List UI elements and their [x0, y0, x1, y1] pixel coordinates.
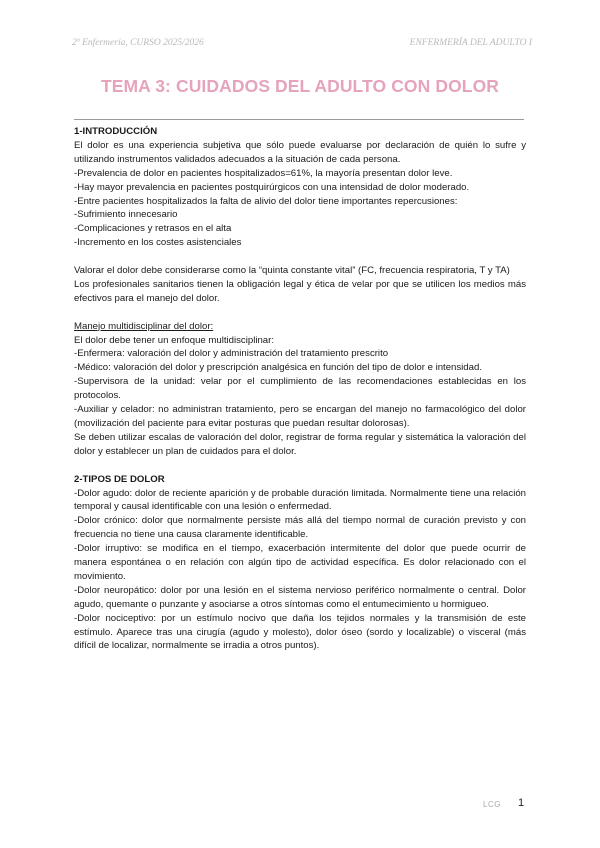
header-subject: ENFERMERÍA DEL ADULTO I: [409, 38, 532, 48]
paragraph: -Hay mayor prevalencia en pacientes postquirúrgicos con una intensidad de dolor moderado.: [74, 181, 470, 193]
paragraph: -Dolor irruptivo: se modifica en el tiempo, exacerbación intermitente del dolor que puede ocurrir de manera espontánea o en relación con algún tipo de actividad específica. Es dolor relacionado con el movimiento.: [74, 543, 526, 582]
paragraph: El dolor es una experiencia subjetiva que sólo puede evaluarse por declaración de quién lo sufre y utilizando instrumentos validados adecuados a la situación de cada persona.: [74, 139, 526, 165]
paragraph: -Enfermera: valoración del dolor y administración del tratamiento prescrito: [74, 348, 389, 360]
list-item: -Incremento en los costes asistenciales: [74, 237, 242, 249]
paragraph: Valorar el dolor debe considerarse como la “quinta constante vital” (FC, frecuencia respiratoria, T y TA): [74, 265, 510, 277]
header-course: 2º Enfermería, CURSO 2025/2026: [72, 38, 204, 48]
document-body: [74, 125, 526, 653]
paragraph: -Entre pacientes hospitalizados la falta de alivio del dolor tiene importantes repercusiones:: [74, 195, 458, 207]
paragraph: El dolor debe tener un enfoque multidisciplinar:: [74, 334, 274, 346]
section-heading-tipos: 2-TIPOS DE DOLOR: [74, 473, 165, 485]
paragraph: Se deben utilizar escalas de valoración del dolor, registrar de forma regular y sistemática la valoración del dolor y establecer un plan de cuidados para el dolor.: [74, 431, 526, 457]
paragraph: -Dolor nociceptivo: por un estímulo nocivo que daña los tejidos normales y la transmisión de este estímulo. Aparece tras una cirugía (agudo y molesto), dolor óseo (sordo y localizable) o visceral (más difícil de localizar, normalmente se irradia a otros puntos).: [74, 612, 526, 652]
paragraph: Los profesionales sanitarios tienen la obligación legal y ética de velar por que se utilicen los medios más efectivos para el manejo del dolor.: [74, 278, 526, 304]
page-header: [72, 38, 532, 48]
spacer: [74, 250, 526, 264]
list-item: -Sufrimiento innecesario: [74, 209, 178, 221]
subsection-heading-manejo: Manejo multidisciplinar del dolor:: [74, 320, 214, 332]
paragraph: -Dolor crónico: dolor que normalmente persiste más allá del tiempo normal de curación previsto y con frecuencia no tiene una causa claramente identificable.: [74, 515, 526, 541]
section-heading-introduccion: 1-INTRODUCCIÓN: [74, 126, 158, 137]
footer-initials: LCG: [483, 800, 501, 809]
paragraph: -Dolor neuropático: dolor por una lesión en el sistema nervioso periférico normalmente o central. Dolor agudo, quemante o punzante y asociarse a otros síntomas como el entumecimiento u hormigueo.: [74, 584, 526, 610]
page-number: 1: [518, 797, 525, 809]
title-divider: [74, 119, 524, 120]
paragraph: -Auxiliar y celador: no administran tratamiento, pero se encargan del manejo no farmacológico del dolor (movilización del paciente para evitar posturas que puedan resultar dolorosas).: [74, 404, 526, 429]
paragraph: -Supervisora de la unidad: velar por el cumplimiento de las recomendaciones establecidas en los protocolos.: [74, 376, 526, 402]
paragraph: -Prevalencia de dolor en pacientes hospitalizados=61%, la mayoría presentan dolor leve.: [74, 167, 453, 179]
spacer: [74, 459, 526, 473]
list-item: -Complicaciones y retrasos en el alta: [74, 223, 232, 235]
paragraph: -Dolor agudo: dolor de reciente aparición y de probable duración limitada. Normalmente tiene una relación temporal y causal identificable con una lesión o enfermedad.: [74, 487, 526, 513]
document-title: TEMA 3: CUIDADOS DEL ADULTO CON DOLOR: [100, 76, 500, 96]
spacer: [74, 306, 526, 320]
paragraph: -Médico: valoración del dolor y prescripción analgésica en función del tipo de dolor e intensidad.: [74, 362, 482, 374]
